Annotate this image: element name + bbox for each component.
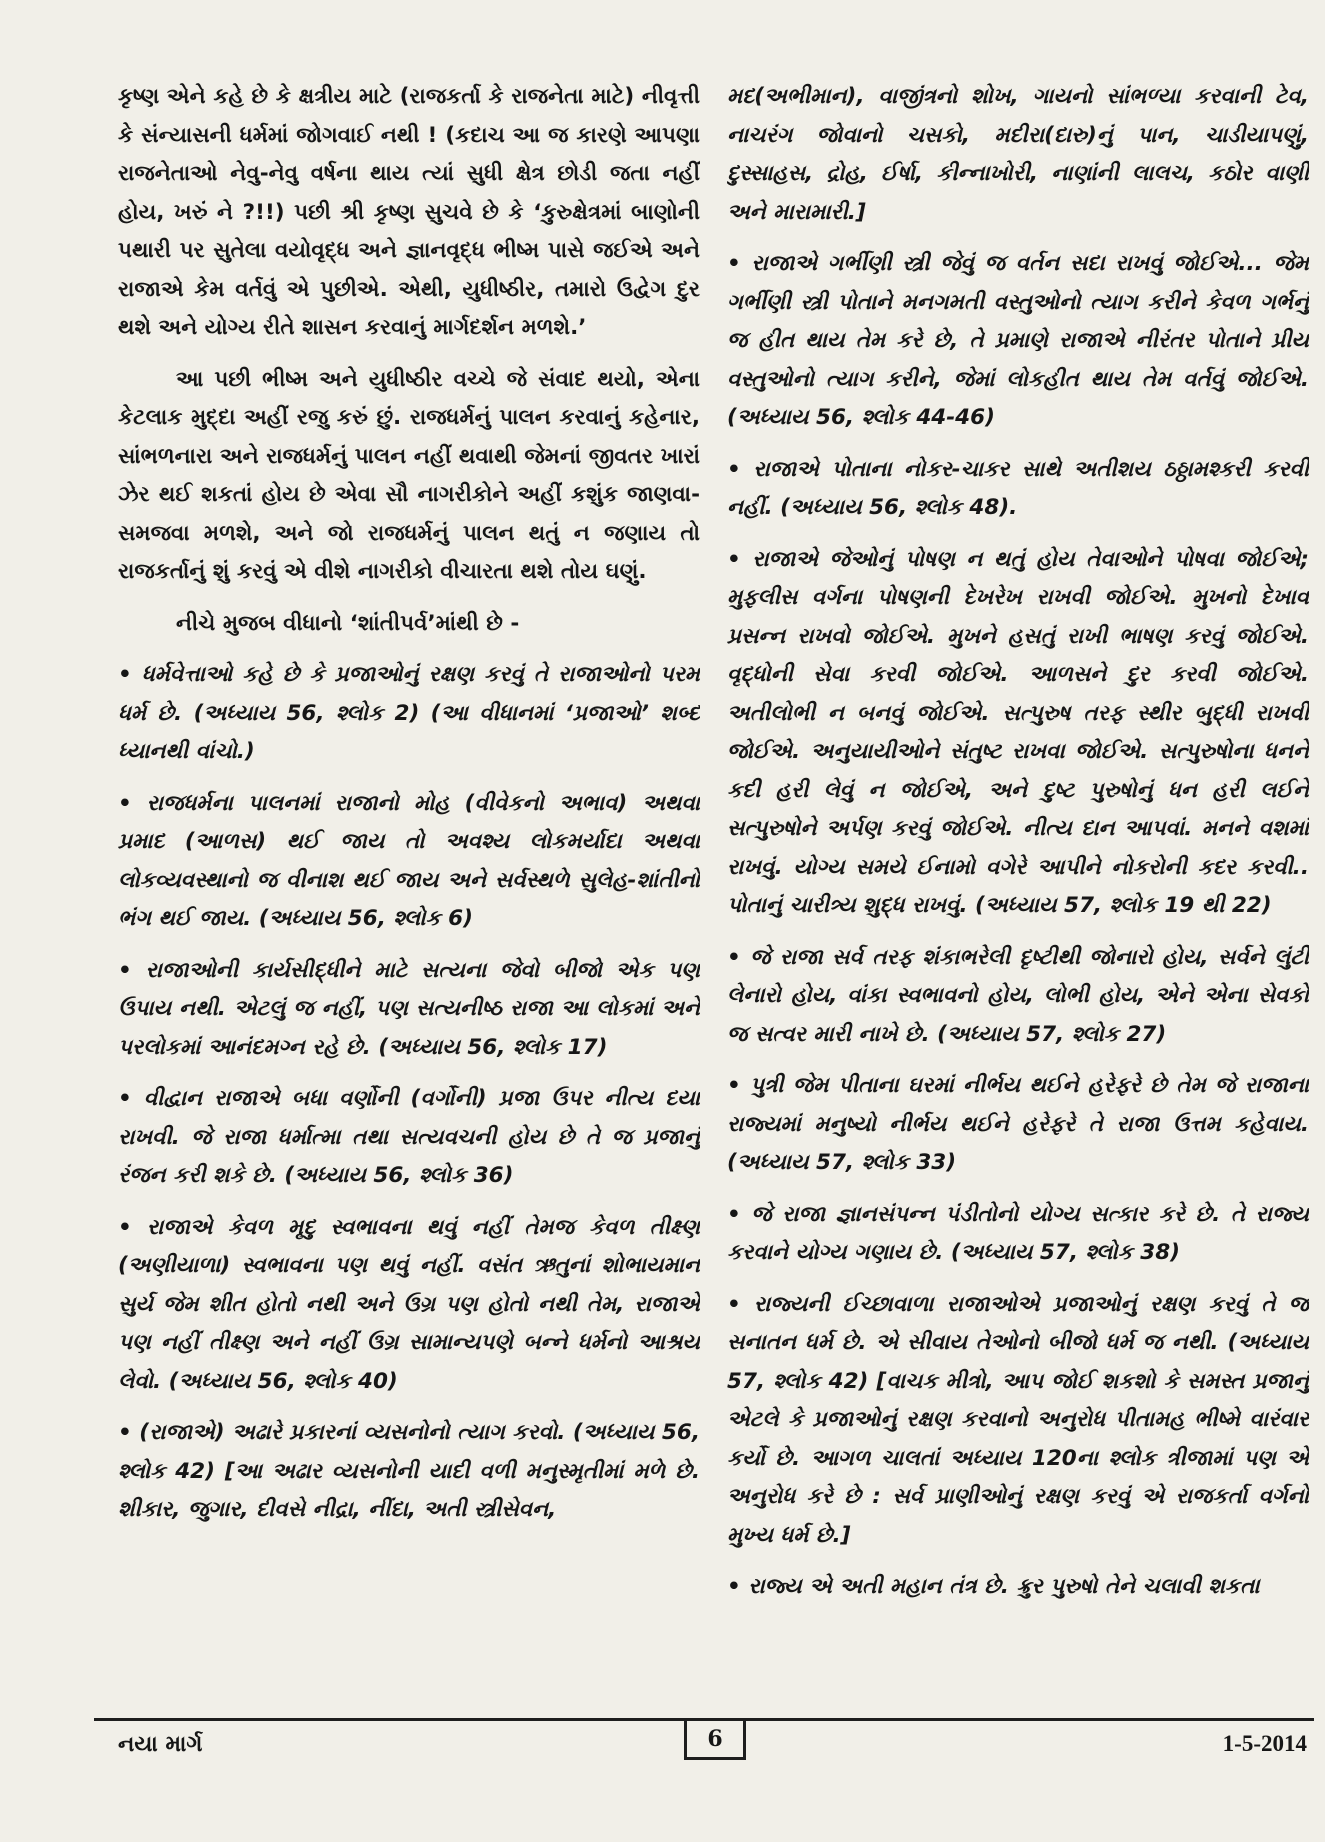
bullet-point: • રાજાઓની કાર્યસીદ્ધીને માટે સત્યના જેવો બીજો એક પણ ઉપાય નથી. એટલું જ નહીં, પણ સત્યનીષ્ઠ રાજા આ લોકમાં અને પરલોકમાં આનંદમગ્ન રહે છે. (અધ્યાય 56, શ્લોક 17) <box>118 957 700 1060</box>
bullet-point: • વીદ્વાન રાજાએ બધા વર્ણોની (વર્ગોની) પ્રજા ઉપર નીત્ય દયા રાખવી. જે રાજા ધર્માત્મા તથા સત્યવચની હોય છે તે જ પ્રજાનું રંજન કરી શકે છે. (અધ્યાય 56, શ્લોક 36) <box>118 1086 700 1188</box>
issue-date: 1-5-2014 <box>1222 1731 1307 1756</box>
continued-paragraph: મદ(અભીમાન), વાજીંત્રનો શોખ, ગાયનો સાંભળ્યા કરવાની ટેવ, નાચરંગ જોવાનો ચસકો, મદીરા(દારુ)નું પાન, ચાડીયાપણું, દુસ્સાહસ, દ્રોહ, ઈર્ષા, કીન્નાખોરી, નાણાંની લાલચ, કઠોર વાણી અને મારામારી.] <box>727 84 1309 225</box>
bullet-point: • રાજધર્મના પાલનમાં રાજાનો મોહ (વીવેકનો અભાવ) અથવા પ્રમાદ (આળસ) થઈ જાય તો અવશ્ય લોકમર્યાદા અથવા લોકવ્યવસ્થાનો જ વીનાશ થઈ જાય અને સર્વસ્થળે સુલેહ-શાંતીનો ભંગ થઈ જાય. (અધ્યાય 56, શ્લોક 6) <box>118 790 700 931</box>
bullet-point: • રાજાએ ગર્ભીણી સ્ત્રી જેવું જ વર્તન સદા રાખવું જોઈએ... જેમ ગર્ભીણી સ્ત્રી પોતાને મનગમતી વસ્તુઓનો ત્યાગ કરીને કેવળ ગર્ભનું જ હીત થાય તેમ કરે છે, તે પ્રમાણે રાજાએ નીરંતર પોતાને પ્રીય વસ્તુઓનો ત્યાગ કરીને, જેમાં લોકહીત થાય તેમ વર્તવું જોઈએ. (અધ્યાય 56, શ્લોક 44-46) <box>727 251 1309 430</box>
bullet-point: • જે રાજા સર્વ તરફ શંકાભરેલી દૃષ્ટીથી જોનારો હોય, સર્વને લુંટી લેનારો હોય, વાંકા સ્વભાવનો હોય, લોભી હોય, એને એના સેવકો જ સત્વર મારી નાખે છે. (અધ્યાય 57, શ્લોક 27) <box>727 944 1309 1047</box>
publication-name: નયા માર્ગ <box>118 1731 203 1757</box>
paragraph: નીચે મુજબ વીધાનો ‘શાંતીપર્વ’માંથી છે - <box>176 610 520 636</box>
bullet-point: • પુત્રી જેમ પીતાના ઘરમાં નીર્ભય થઈને હરેફરે છે તેમ જે રાજાના રાજ્યમાં મનુષ્યો નીર્ભય થઈને હરેફરે તે રાજા ઉત્તમ કહેવાય. (અધ્યાય 57, શ્લોક 33) <box>727 1073 1309 1175</box>
page-number: 6 <box>684 1721 746 1760</box>
bullet-point: • જે રાજા જ્ઞાનસંપન્ન પંડીતોનો યોગ્ય સત્કાર કરે છે. તે રાજ્ય કરવાને યોગ્ય ગણાય છે. (અધ્યાય 57, શ્લોક 38) <box>727 1201 1309 1265</box>
bullet-point: • ધર્મવેત્તાઓ કહે છે કે પ્રજાઓનું રક્ષણ કરવું તે રાજાઓનો પરમ ધર્મ છે. (અધ્યાય 56, શ્લોક 2) (આ વીધાનમાં ‘પ્રજાઓ’ શબ્દ ધ્યાનથી વાંચો.) <box>118 662 700 764</box>
left-column <box>118 78 700 1714</box>
bullet-point: • રાજાએ કેવળ મૃદુ સ્વભાવના થવું નહીં તેમજ કેવળ તીક્ષ્ણ (અણીયાળા) સ્વભાવના પણ થવું નહીં. વસંત ઋતુનાં શોભાયમાન સુર્ય જેમ શીત હોતો નથી અને ઉગ્ર પણ હોતો નથી તેમ, રાજાએ પણ નહીં તીક્ષ્ણ અને નહીં ઉગ્ર સામાન્યપણે બન્ને ધર્મનો આશ્રય લેવો. (અધ્યાય 56, શ્લોક 40) <box>118 1214 700 1394</box>
bullet-point: • રાજાએ પોતાના નોકર-ચાકર સાથે અતીશય ઠઠ્ઠામશ્કરી કરવી નહીં. (અધ્યાય 56, શ્લોક 48). <box>727 456 1309 520</box>
paragraph: આ પછી ભીષ્મ અને યુધીષ્ઠીર વચ્ચે જે સંવાદ થયો, એના કેટલાક મુદ્દા અહીં રજુ કરું છું. રાજધર્મનું પાલન કરવાનું કહેનાર, સાંભળનારા અને રાજધર્મનું પાલન નહીં થવાથી જેમનાં જીવતર ખારાં ઝેર થઈ શકતાં હોય છે એવા સૌ નાગરીકોને અહીં કશુંક જાણવા-સમજવા મળશે, અને જો રાજધર્મનું પાલન થતું ન જણાય તો રાજકર્તાનું શું કરવું એ વીશે નાગરીકો વીચારતા થશે તોય ઘણું. <box>118 366 700 584</box>
right-column <box>727 78 1309 1714</box>
bullet-point: • (રાજાએ) અઢારે પ્રકારનાં વ્યસનોનો ત્યાગ કરવો. (અધ્યાય 56, શ્લોક 42) [આ અઢાર વ્યસનોની યાદી વળી મનુસ્મૃતીમાં મળે છે. શીકાર, જુગાર, દીવસે નીદ્રા, નીંદા, અતી સ્ત્રીસેવન, <box>118 1420 700 1522</box>
bullet-point: • રાજ્ય એ અતી મહાન તંત્ર છે. ક્રુર પુરુષો તેને ચલાવી શકતા <box>727 1574 1260 1599</box>
bullet-point: • રાજાએ જેઓનું પોષણ ન થતું હોય તેવાઓને પોષવા જોઈએ; મુફલીસ વર્ગના પોષણની દેખરેખ રાખવી જોઈએ. મુખનો દેખાવ પ્રસન્ન રાખવો જોઈએ. મુખને હસતું રાખી ભાષણ કરવું જોઈએ. વૃદ્ધોની સેવા કરવી જોઈએ. આળસને દુર કરવી જોઈએ. અતીલોભી ન બનવું જોઈએ. સત્પુરુષ તરફ સ્થીર બુદ્ધી રાખવી જોઈએ. અનુયાયીઓને સંતુષ્ટ રાખવા જોઈએ. સત્પુરુષોના ધનને કદી હરી લેવું ન જોઈએ, અને દુષ્ટ પુરુષોનું ધન હરી લઈને સત્પુરુષોને અર્પણ કરવું જોઈએ. નીત્ય દાન આપવાં. મનને વશમાં રાખવું. યોગ્ય સમયે ઈનામો વગેરે આપીને નોકરોની કદર કરવી.. પોતાનું ચારીત્ર્ય શુદ્ધ રાખવું. (અધ્યાય 57, શ્લોક 19 થી 22) <box>727 546 1309 918</box>
bullet-point: • રાજ્યની ઈચ્છાવાળા રાજાઓએ પ્રજાઓનું રક્ષણ કરવું તે જ સનાતન ધર્મ છે. એ સીવાય તેઓનો બીજો ધર્મ જ નથી. (અધ્યાય 57, શ્લોક 42) [વાચક મીત્રો, આપ જોઈ શકશો કે સમસ્ત પ્રજાનું એટલે કે પ્રજાઓનું રક્ષણ કરવાનો અનુરોધ પીતામહ ભીષ્મે વારંવાર કર્યો છે. આગળ ચાલતાં અધ્યાય 120ના શ્લોક ત્રીજામાં પણ એ અનુરોધ કરે છે : સર્વ પ્રાણીઓનું રક્ષણ કરવું એ રાજકર્તા વર્ગનો મુખ્ય ધર્મ છે.] <box>727 1291 1309 1548</box>
paragraph: કૃષ્ણ એને કહે છે કે ક્ષત્રીય માટે (રાજકર્તા કે રાજનેતા માટે) નીવૃત્તી કે સંન્યાસની ધર્મમાં જોગવાઈ નથી ! (કદાચ આ જ કારણે આપણા રાજનેતાઓ નેવુ-નેવુ વર્ષના થાય ત્યાં સુધી ક્ષેત્ર છોડી જતા નહીં હોય, ખરું ને ?!!) પછી શ્રી કૃષ્ણ સુચવે છે કે ‘કુરુક્ષેત્રમાં બાણોની પથારી પર સુતેલા વયોવૃદ્ધ અને જ્ઞાનવૃદ્ધ ભીષ્મ પાસે જઈએ અને રાજાએ કેમ વર્તવું એ પુછીએ. એથી, યુધીષ્ઠીર, તમારો ઉદ્વેગ દુર થશે અને યોગ્ય રીતે શાસન કરવાનું માર્ગદર્શન મળશે.’ <box>118 84 700 340</box>
